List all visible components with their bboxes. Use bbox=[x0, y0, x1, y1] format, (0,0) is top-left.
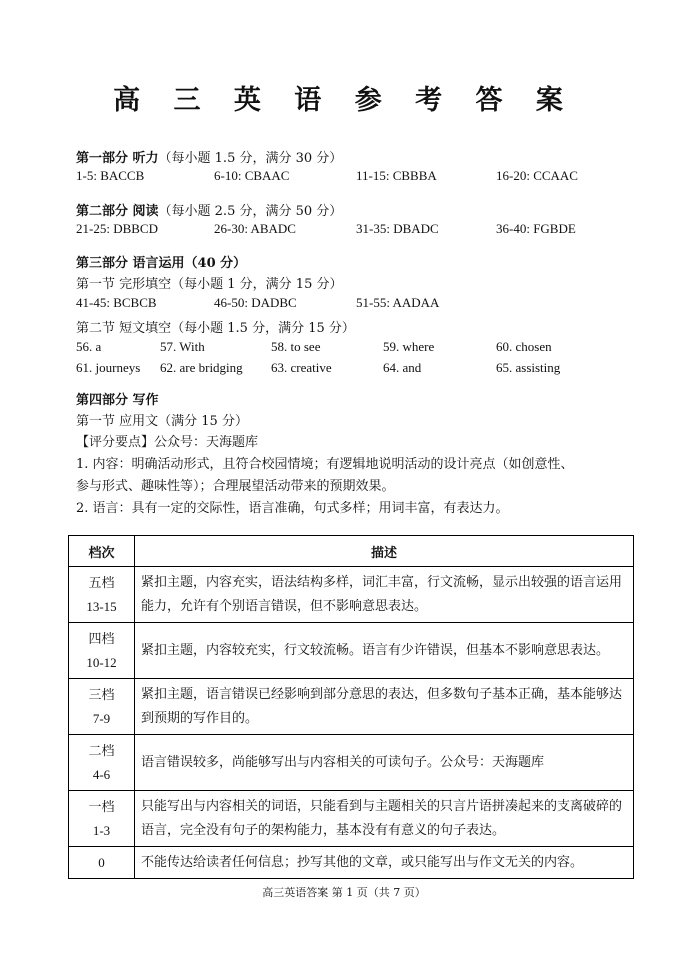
answer-item: 57. With bbox=[160, 339, 205, 354]
answer-item: 64. and bbox=[383, 360, 422, 375]
table-row bbox=[69, 847, 634, 879]
answer-group: 21-25: DBBCD bbox=[76, 221, 158, 236]
level-name: 五档 bbox=[88, 574, 115, 590]
answer-group: 36-40: FGBDE bbox=[496, 221, 576, 236]
level-name: 三档 bbox=[88, 686, 115, 702]
level-range: 10-12 bbox=[86, 654, 117, 670]
desc-cell: 只能写出与内容相关的词语，只能看到与主题相关的只言片语拼凑起来的支离破碎的语言，完全没有句子的架构能力，基本没有有意义的句子表达。 bbox=[135, 791, 634, 847]
part2-note: （每小题 2.5 分，满分 50 分） bbox=[158, 204, 343, 219]
part1-heading bbox=[76, 147, 342, 166]
desc-cell: 语言错误较多，尚能够写出与内容相关的可读句子。公众号：天海题库 bbox=[135, 735, 634, 791]
level-name: 一档 bbox=[88, 798, 115, 814]
part3-sec1-title: 第一节 完形填空（每小题 1 分，满分 15 分） bbox=[76, 277, 343, 292]
part1-note: （每小题 1.5 分，满分 30 分） bbox=[158, 151, 343, 166]
grading-table bbox=[68, 535, 634, 879]
table-row bbox=[69, 735, 634, 791]
table-header-row bbox=[69, 536, 634, 567]
answer-group: 51-55: AADAA bbox=[356, 295, 440, 310]
part2-title: 第二部分 阅读 bbox=[76, 204, 159, 219]
part3-heading bbox=[76, 252, 246, 271]
answer-item: 60. chosen bbox=[496, 339, 552, 354]
level-cell bbox=[69, 679, 135, 735]
scoring-points-title: 【评分要点】公众号：天海题库 bbox=[76, 435, 259, 450]
answer-item: 63. creative bbox=[271, 360, 332, 375]
table-row bbox=[69, 679, 634, 735]
answer-group: 1-5: BACCB bbox=[76, 168, 145, 183]
level-range: 7-9 bbox=[92, 710, 111, 726]
level-cell bbox=[69, 623, 135, 679]
answer-group: 26-30: ABADC bbox=[214, 221, 296, 236]
part1-title: 第一部分 听力 bbox=[76, 151, 159, 166]
level-cell bbox=[69, 567, 135, 623]
level-range: 4-6 bbox=[92, 766, 111, 782]
answer-group: 46-50: DADBC bbox=[214, 295, 297, 310]
level-range: 13-15 bbox=[86, 598, 117, 614]
answer-group: 6-10: CBAAC bbox=[214, 168, 290, 183]
level-cell bbox=[69, 791, 135, 847]
answer-item: 59. where bbox=[383, 339, 435, 354]
level-cell bbox=[69, 735, 135, 791]
page-title: 高 三 英 语 参 考 答 案 bbox=[113, 85, 575, 116]
answer-group: 31-35: DBADC bbox=[356, 221, 439, 236]
desc-cell: 不能传达给读者任何信息；抄写其他的文章，或只能写出与作文无关的内容。 bbox=[135, 847, 634, 879]
answer-item: 65. assisting bbox=[496, 360, 561, 375]
answer-item: 61. journeys bbox=[76, 360, 141, 375]
page-footer: 高三英语答案 第 1 页（共 7 页） bbox=[262, 886, 426, 899]
part4-sec1-title: 第一节 应用文（满分 15 分） bbox=[76, 414, 248, 429]
table-row bbox=[69, 623, 634, 679]
desc-cell: 紧扣主题，内容充实，语法结构多样，词汇丰富，行文流畅，显示出较强的语言运用能力，允许有个别语言错误，但不影响意思表达。 bbox=[135, 567, 634, 623]
level-name: 0 bbox=[98, 854, 105, 870]
part4-title: 第四部分 写作 bbox=[76, 393, 159, 408]
answer-group: 41-45: BCBCB bbox=[76, 295, 157, 310]
desc-cell: 紧扣主题，语言错误已经影响到部分意思的表达，但多数句子基本正确，基本能够达到预期的写作目的。 bbox=[135, 679, 634, 735]
scoring-point-1b: 参与形式、趣味性等）；合理展望活动带来的预期效果。 bbox=[76, 479, 395, 494]
answer-item: 62. are bridging bbox=[160, 360, 243, 375]
scoring-point-1a: 1. 内容：明确活动形式，且符合校园情境；有逻辑地说明活动的设计亮点（如创意性、 bbox=[76, 457, 574, 472]
desc-cell: 紧扣主题，内容较充实，行文较流畅。语言有少许错误，但基本不影响意思表达。 bbox=[135, 623, 634, 679]
col-desc-header: 描述 bbox=[135, 536, 634, 567]
level-name: 二档 bbox=[88, 742, 115, 758]
table-row bbox=[69, 567, 634, 623]
answer-group: 11-15: CBBBA bbox=[356, 168, 437, 183]
scoring-point-2: 2. 语言：具有一定的交际性，语言准确，句式多样；用词丰富，有表达力。 bbox=[76, 501, 509, 516]
answer-item: 58. to see bbox=[271, 339, 321, 354]
level-name: 四档 bbox=[88, 630, 115, 646]
part4-heading bbox=[76, 389, 159, 408]
part3-sec2-title: 第二节 短文填空（每小题 1.5 分，满分 15 分） bbox=[76, 321, 355, 336]
answer-item: 56. a bbox=[76, 339, 102, 354]
level-range: 1-3 bbox=[92, 822, 111, 838]
col-level-header: 档次 bbox=[69, 536, 135, 567]
table-row bbox=[69, 791, 634, 847]
level-cell bbox=[69, 847, 135, 879]
answer-group: 16-20: CCAAC bbox=[496, 168, 578, 183]
part3-title: 第三部分 语言运用（40 分） bbox=[76, 256, 247, 271]
part2-heading bbox=[76, 200, 342, 219]
